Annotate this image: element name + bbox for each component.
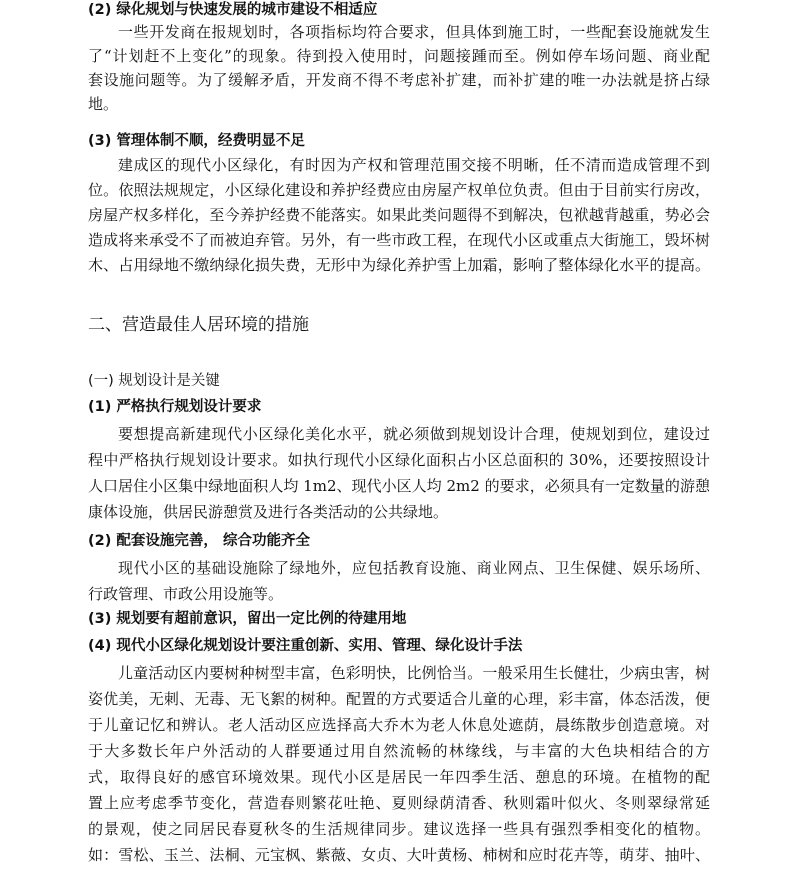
paragraph-line: 了“计划赶不上变化”的现象。待到投入使用时，问题接踵而至。例如停车场问题、商业配 <box>88 47 710 65</box>
paragraph-line: 于大多数长年户外活动的人群要通过用自然流畅的林缘线，与丰富的大色块相结合的方 <box>88 742 710 760</box>
paragraph-line: 程中严格执行规划设计要求。如执行现代小区绿化面积占小区总面积的 30%，还要按照设计 <box>88 451 710 469</box>
heading-2-greening-planning: (2) 绿化规划与快速发展的城市建设不相适应 <box>88 2 378 18</box>
paragraph-line: 房屋产权多样化，至今养护经费不能落实。如果此类问题得不到解决，包袱越背越重，势必会 <box>88 206 710 224</box>
paragraph-line: 康体设施，供居民游憩赏及进行各类活动的公共绿地。 <box>88 503 449 521</box>
paragraph-line: 位。依照法规规定，小区绿化建设和养护经费应由房屋产权单位负责。但由于目前实行房改， <box>88 181 710 199</box>
paragraph-line: 建成区的现代小区绿化，有时因为产权和管理范围交接不明晰，任不清而造成管理不到 <box>118 156 710 174</box>
heading-3-management: (3) 管理体制不顺，经费明显不足 <box>88 133 305 149</box>
paragraph-line: 一些开发商在报规划时，各项指标均符合要求，但具体到施工时，一些配套设施就发生 <box>118 23 710 41</box>
paragraph-line: 如：雪松、玉兰、法桐、元宝枫、紫薇、女贞、大叶黄杨、柿树和应时花卉等，萌芽、抽叶、 <box>88 846 710 864</box>
paragraph-line: 人口居住小区集中绿地面积人均 1m2、现代小区人均 2m2 的要求，必须具有一定数量的游憩 <box>88 477 710 495</box>
paragraph-line: 置上应考虑季节变化，营造春则繁花吐艳、夏则绿荫清香、秋则霜叶似火、冬则翠绿常延 <box>88 794 710 812</box>
paragraph-line: 造成将来承受不了而被迫弃管。另外，有一些市政工程，在现代小区或重点大街施工，毁坏树 <box>88 231 710 249</box>
paragraph-line: 地。 <box>88 95 119 113</box>
heading-2-facilities: (2) 配套设施完善， 综合功能齐全 <box>88 533 310 549</box>
heading-4-innovation: (4) 现代小区绿化规划设计要注重创新、实用、管理、绿化设计手法 <box>88 638 523 654</box>
paragraph-line: 式，取得良好的感官环境效果。现代小区是居民一年四季生活、憩息的环境。在植物的配 <box>88 768 710 786</box>
heading-3-forward-planning: (3) 规划要有超前意识，留出一定比例的待建用地 <box>88 611 407 627</box>
paragraph-line: 的景观，使之同居民春夏秋冬的生活规律同步。建议选择一些具有强烈季相变化的植物。 <box>88 820 710 838</box>
paragraph-line: 儿童活动区内要树种树型丰富，色彩明快，比例恰当。一般采用生长健壮，少病虫害，树 <box>118 664 710 682</box>
paragraph-line: 行政管理、市政公用设施等。 <box>88 585 284 603</box>
section-title-measures: 二、营造最佳人居环境的措施 <box>88 315 309 335</box>
subsection-title-planning-key: (一) 规划设计是关键 <box>88 373 220 389</box>
heading-1-strict-planning: (1) 严格执行规划设计要求 <box>88 399 262 415</box>
paragraph-line: 现代小区的基础设施除了绿地外，应包括教育设施、商业网点、卫生保健、娱乐场所、 <box>118 559 710 577</box>
paragraph-line: 木、占用绿地不缴纳绿化损失费，无形中为绿化养护雪上加霜，影响了整体绿化水平的提高。 <box>88 256 710 274</box>
paragraph-line: 套设施问题等。为了缓解矛盾，开发商不得不考虑补扩建，而补扩建的唯一办法就是挤占绿 <box>88 71 710 89</box>
paragraph-line: 要想提高新建现代小区绿化美化水平，就必须做到规划设计合理，使规划到位，建设过 <box>118 425 710 443</box>
paragraph-line: 姿优美，无刺、无毒、无飞絮的树种。配置的方式要适合儿童的心理，彩丰富，体态活泼，便 <box>88 690 710 708</box>
paragraph-line: 于儿童记忆和辨认。老人活动区应选择高大乔木为老人休息处遮荫，晨练散步创造意境。对 <box>88 716 710 734</box>
